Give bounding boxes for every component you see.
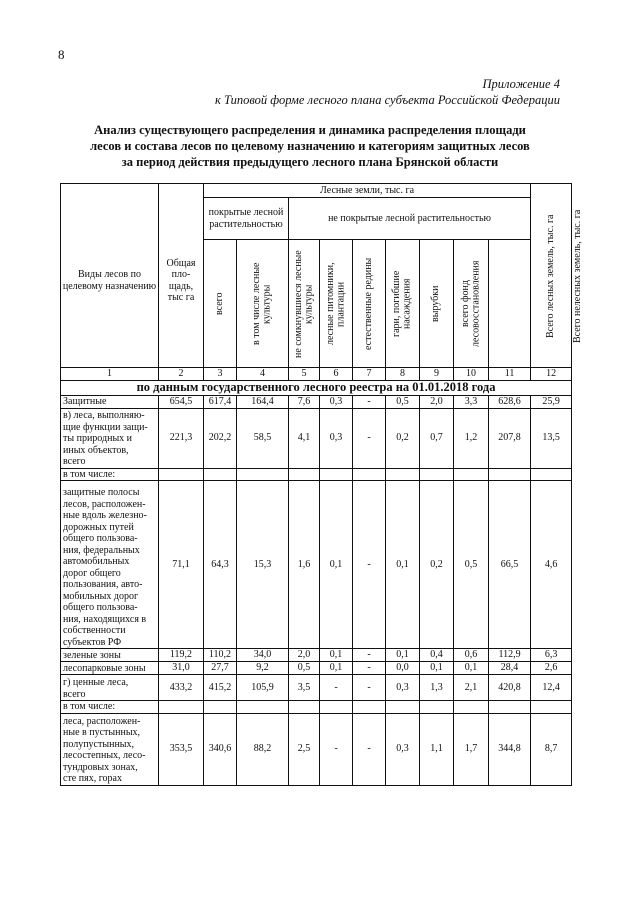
cell: 0,5 [289,662,320,675]
cell: 66,5 [489,481,531,649]
cell: 0,3 [320,395,353,408]
cell: - [353,481,386,649]
cell: 31,0 [159,662,204,675]
cell: 8,7 [531,713,572,785]
header-natural-gaps: естественные редины [353,240,386,368]
forest-distribution-table: Виды лесов по целевому назначению Общая пло-щадь, тыс га Лесные земли, тыс. га Всего лесных земель, тыс. га Всего нелесных земель, тыс. га покрытые лесной растительностью не покрытые лесной растительностью всего в том числе лесные культуры не сомкнувшиеся лесные культуры лесные питомники, плантации естественные редины гари, погибшие насаждения вырубки всего фонд лесовосстановления 1 2 3 4 5 6 7 8 9 10 11 12 по данным государственного лесного реестра на 01.01.2018 года Защитные 654,5 617,4 164,4 7,6 0,3 - 0,5 2,0 3,3 628,6 25,9 в) леса, выполняю- щие функции защи- ты природных и иных объектов, всего 221,3 202,2 58,5 4,1 0,3 - 0,2 0,7 1,2 207,8 13,5 в том числе: защитные полосы лесов, расположен- ные вдоль железно- дорожных путей общего пользова- ния, федеральных автомобильных дорог общего пользования, авто- мобильных дорог общего пользова- ния, находящихся в собственности субъектов РФ 71,1 64,3 15,3 1,6 0,1 - 0,1 0,2 0,5 66,5 4,6 зеленые зоны 119,2 110,2 34,0 2,0 0,1 - 0,1 0,4 0,6 112,9 6,3 лесопарковые зоны 31,0 27,7 9,2 0,5 0,1 - 0,0 0,1 0,1 28,4 2,6 г) ценные леса, всего 433,2 415,2 105,9 3,5 - - 0,3 1,3 2,1 420,8 12,4 в том числе: леса, расположен- ные в пустынных, полупустынных, лесостепных, лесо- тундровых зонах, сте пях, горах 353,5 340,6 88,2 2,5 - - 0,3 1,1 1,7 344,8 8,7 [60,183,572,786]
cell: - [320,675,353,701]
cell: 15,3 [237,481,289,649]
cell: 2,5 [289,713,320,785]
cell: 3,3 [454,395,489,408]
table-row [61,408,572,468]
cell: 7,6 [289,395,320,408]
header-incl-cultures: в том числе лесные культуры [237,240,289,368]
cell: - [353,408,386,468]
col-number: 11 [489,368,531,381]
cell: 628,6 [489,395,531,408]
cell: 110,2 [204,649,237,662]
col-number: 8 [386,368,420,381]
cell: 1,3 [420,675,454,701]
cell: 0,1 [320,649,353,662]
col-number: 5 [289,368,320,381]
cell: - [320,713,353,785]
cell: 88,2 [237,713,289,785]
col-number: 7 [353,368,386,381]
cell: 433,2 [159,675,204,701]
cell: - [353,662,386,675]
cell: 0,1 [454,662,489,675]
cell: 0,3 [386,713,420,785]
cell: 6,3 [531,649,572,662]
header-covered: покрытые лесной растительностью [204,198,289,240]
cell: - [353,713,386,785]
header-type: Виды лесов по целевому назначению [61,184,159,368]
cell: 415,2 [204,675,237,701]
cell: 340,6 [204,713,237,785]
col-number: 10 [454,368,489,381]
cell: 0,3 [386,675,420,701]
cell: - [353,675,386,701]
section-heading: по данным государственного лесного реестра на 01.01.2018 года [61,380,572,395]
title-line: лесов и состава лесов по целевому назначению и категориям защитных лесов [90,139,530,153]
cell: 0,5 [454,481,489,649]
cell: 221,3 [159,408,204,468]
col-number: 9 [420,368,454,381]
row-label: Защитные [61,395,159,408]
appendix-line: Приложение 4 [482,77,560,91]
cell: 25,9 [531,395,572,408]
row-label: защитные полосы лесов, расположен- ные вдоль железно- дорожных путей общего пользова- ния, федеральных автомобильных дорог общего пользования, авто- мобильных дорог общего пользова- ния, находящихся в собственности субъектов РФ [61,481,159,649]
cell: 1,6 [289,481,320,649]
row-label: в том числе: [61,468,159,481]
cell: 202,2 [204,408,237,468]
cell: 0,1 [320,662,353,675]
cell: 0,4 [420,649,454,662]
header-clearings: вырубки [420,240,454,368]
table-row [61,649,572,662]
cell: 0,6 [454,649,489,662]
col-number: 12 [531,368,572,381]
table-row [61,481,572,649]
header-burns: гари, погибшие насаждения [386,240,420,368]
page-number: 8 [58,47,65,62]
cell: 58,5 [237,408,289,468]
cell: 207,8 [489,408,531,468]
col-number: 4 [237,368,289,381]
header-not-covered: не покрытые лесной растительностью [289,198,531,240]
document-title [60,122,560,170]
col-number: 6 [320,368,353,381]
cell: 3,5 [289,675,320,701]
header-all: всего [204,240,237,368]
cell: 0,1 [320,481,353,649]
cell: 1,7 [454,713,489,785]
table-row [61,662,572,675]
cell: 2,0 [420,395,454,408]
cell: 0,1 [386,649,420,662]
cell: 4,1 [289,408,320,468]
row-label: лесопарковые зоны [61,662,159,675]
row-label: в том числе: [61,701,159,714]
header-unclosed: не сомкнувшиеся лесные культуры [289,240,320,368]
cell: 0,3 [320,408,353,468]
table-row [61,701,572,714]
title-line: за период действия предыдущего лесного плана Брянской области [121,155,499,169]
cell: 164,4 [237,395,289,408]
header-forest-lands: Лесные земли, тыс. га [204,184,531,198]
cell: - [353,395,386,408]
cell: 2,0 [289,649,320,662]
cell: 1,2 [454,408,489,468]
cell: 13,5 [531,408,572,468]
cell: 654,5 [159,395,204,408]
cell: 617,4 [204,395,237,408]
table-row [61,468,572,481]
cell: - [353,649,386,662]
title-line: Анализ существующего распределения и динамика распределения площади [94,123,526,137]
cell: 105,9 [237,675,289,701]
row-label: зеленые зоны [61,649,159,662]
cell: 28,4 [489,662,531,675]
appendix-line: к Типовой форме лесного плана субъекта Российской Федерации [215,93,560,107]
cell: 64,3 [204,481,237,649]
cell: 2,1 [454,675,489,701]
cell: 0,1 [386,481,420,649]
appendix-note [215,76,560,108]
table-row [61,395,572,408]
cell: 4,6 [531,481,572,649]
table-row [61,675,572,701]
col-number: 1 [61,368,159,381]
header-restoration: всего фонд лесовосстановления [454,240,489,368]
cell: 420,8 [489,675,531,701]
col-number: 2 [159,368,204,381]
cell: 27,7 [204,662,237,675]
cell: 353,5 [159,713,204,785]
cell: 2,6 [531,662,572,675]
cell: 344,8 [489,713,531,785]
cell: 0,5 [386,395,420,408]
cell: 9,2 [237,662,289,675]
header-total-forest: Всего лесных земель, тыс. га [531,184,572,368]
cell: 0,0 [386,662,420,675]
cell: 0,7 [420,408,454,468]
row-label: леса, расположен- ные в пустынных, полупустынных, лесостепных, лесо- тундровых зонах, сте пях, горах [61,713,159,785]
cell: 0,2 [386,408,420,468]
row-label: г) ценные леса, всего [61,675,159,701]
cell: 12,4 [531,675,572,701]
cell: 0,2 [420,481,454,649]
table-row [61,713,572,785]
column-numbers-row [61,368,572,381]
cell: 112,9 [489,649,531,662]
cell: 1,1 [420,713,454,785]
cell: 71,1 [159,481,204,649]
cell: 0,1 [420,662,454,675]
header-nurseries: лесные питомники, плантации [320,240,353,368]
row-label: в) леса, выполняю- щие функции защи- ты природных и иных объектов, всего [61,408,159,468]
cell: 34,0 [237,649,289,662]
col-number: 3 [204,368,237,381]
header-total-area: Общая пло-щадь, тыс га [159,184,204,368]
cell: 119,2 [159,649,204,662]
